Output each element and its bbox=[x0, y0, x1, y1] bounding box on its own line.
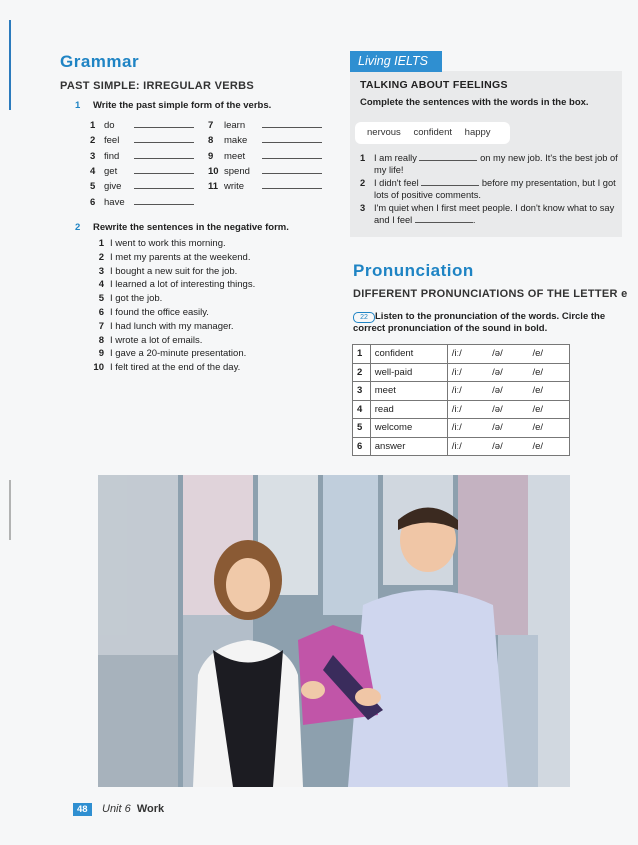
task-number: 2 bbox=[75, 222, 81, 233]
word-box bbox=[355, 122, 510, 144]
table-row bbox=[353, 382, 570, 401]
living-ielts-tab: Living IELTS bbox=[350, 51, 442, 72]
row-number: 1 bbox=[353, 345, 371, 364]
grammar-heading: Grammar bbox=[60, 52, 140, 71]
sentence-text: I met my parents at the weekend. bbox=[110, 251, 251, 263]
sentence-list bbox=[88, 238, 318, 376]
verb-item bbox=[90, 164, 194, 177]
answer-blank[interactable] bbox=[262, 118, 322, 128]
answer-blank[interactable] bbox=[134, 118, 194, 128]
unit-label: Unit 6 Work bbox=[102, 803, 165, 815]
phoneme-option[interactable]: /iː/ bbox=[447, 345, 488, 364]
word-option: confident bbox=[413, 127, 453, 138]
list-item: 1 I am really on my new job. It's the best job of my life! bbox=[360, 153, 618, 175]
verb-number: 9 bbox=[208, 150, 214, 162]
verb-word: learn bbox=[224, 120, 246, 131]
word-option: nervous bbox=[367, 127, 401, 138]
sentence-number: 1 bbox=[98, 238, 104, 249]
sentence-item bbox=[88, 307, 318, 321]
verb-item bbox=[208, 133, 322, 146]
verb-item bbox=[90, 179, 194, 192]
sentence-item bbox=[88, 238, 318, 252]
answer-blank[interactable] bbox=[415, 214, 473, 223]
verb-word: write bbox=[224, 181, 245, 193]
word-cell: well-paid bbox=[370, 363, 447, 382]
answer-blank[interactable] bbox=[134, 195, 194, 205]
task-number: 1 bbox=[75, 100, 81, 111]
sentence-number: 9 bbox=[98, 348, 104, 360]
verb-item bbox=[90, 133, 194, 146]
pronunciation-heading: Pronunciation bbox=[353, 261, 474, 280]
answer-blank[interactable] bbox=[419, 152, 477, 161]
sentence-item bbox=[88, 279, 318, 293]
sentence-text: I felt tired at the end of the day. bbox=[110, 362, 241, 374]
verb-word: meet bbox=[224, 150, 246, 162]
verb-item bbox=[208, 164, 322, 177]
phoneme-option[interactable]: /ə/ bbox=[488, 382, 528, 401]
phoneme-option[interactable]: /ə/ bbox=[488, 363, 528, 382]
phoneme-option[interactable]: /iː/ bbox=[447, 382, 488, 401]
binding-shadow bbox=[9, 480, 11, 540]
sentence-item bbox=[88, 348, 318, 362]
sentence-item bbox=[88, 362, 318, 376]
word-cell: confident bbox=[370, 345, 447, 364]
phoneme-option[interactable]: /e/ bbox=[528, 363, 569, 382]
sentence-item bbox=[88, 335, 318, 349]
verb-number: 1 bbox=[90, 120, 96, 131]
sentence-text: I gave a 20-minute presentation. bbox=[110, 348, 247, 360]
sentence-number: 8 bbox=[98, 334, 104, 346]
verb-word: get bbox=[104, 165, 118, 177]
verb-word: spend bbox=[224, 165, 250, 177]
word-option: happy bbox=[464, 127, 491, 138]
answer-blank[interactable] bbox=[134, 133, 194, 143]
task-1-instruction bbox=[75, 100, 271, 111]
pronunciation-subheading: DIFFERENT PRONUNCIATIONS OF THE LETTER e bbox=[353, 288, 628, 300]
answer-blank[interactable] bbox=[262, 179, 322, 189]
feelings-sentences bbox=[360, 152, 620, 227]
verb-number: 10 bbox=[208, 165, 219, 177]
verb-number: 4 bbox=[90, 165, 96, 177]
listen-instruction: Listen to the pronunciation of the words. Circle the correct pronunciation of the sound in bold. bbox=[353, 311, 606, 334]
verb-number: 5 bbox=[90, 181, 96, 193]
sentence-item bbox=[88, 321, 318, 335]
word-cell: answer bbox=[370, 437, 447, 456]
word-cell: welcome bbox=[370, 419, 447, 438]
sentence-number: 7 bbox=[98, 320, 104, 332]
row-number: 6 bbox=[353, 437, 371, 456]
sentence-text: I wrote a lot of emails. bbox=[110, 334, 203, 346]
sentence-number: 2 bbox=[98, 251, 104, 263]
verb-item bbox=[208, 149, 322, 162]
answer-blank[interactable] bbox=[262, 149, 322, 159]
phoneme-option[interactable]: /e/ bbox=[528, 345, 569, 364]
sentence-text: I went to work this morning. bbox=[110, 238, 226, 249]
task-2-instruction bbox=[75, 222, 289, 233]
sentence-text: I found the office easily. bbox=[110, 306, 209, 318]
sentence-item bbox=[88, 252, 318, 266]
sentence-number: 6 bbox=[98, 306, 104, 318]
phoneme-option[interactable]: /ə/ bbox=[488, 400, 528, 419]
verb-word: do bbox=[104, 120, 115, 131]
cd-track-icon[interactable]: 22 bbox=[353, 312, 375, 323]
answer-blank[interactable] bbox=[262, 133, 322, 143]
verb-item bbox=[90, 118, 194, 131]
task-text: Write the past simple form of the verbs. bbox=[93, 100, 272, 111]
list-item: 3 I'm quiet when I first meet people. I don't know what to say and I feel . bbox=[360, 203, 615, 225]
phoneme-option[interactable]: /iː/ bbox=[447, 400, 488, 419]
verb-number: 3 bbox=[90, 150, 96, 162]
verb-number: 11 bbox=[208, 181, 219, 193]
phoneme-option[interactable]: /e/ bbox=[528, 437, 569, 456]
answer-blank[interactable] bbox=[134, 164, 194, 174]
verb-number: 6 bbox=[90, 196, 96, 208]
word-cell: read bbox=[370, 400, 447, 419]
table-row bbox=[353, 363, 570, 382]
sentence-number: 10 bbox=[93, 362, 104, 374]
photo-shop-assistants bbox=[98, 475, 570, 787]
phoneme-option[interactable]: /e/ bbox=[528, 382, 569, 401]
list-item: 2 I didn't feel before my presentation, but I got lots of positive comments. bbox=[360, 178, 616, 200]
sentence-text: I bought a new suit for the job. bbox=[110, 265, 238, 277]
table-row bbox=[353, 400, 570, 419]
page-number: 48 bbox=[73, 803, 92, 816]
table-row bbox=[353, 419, 570, 438]
sentence-text: I had lunch with my manager. bbox=[110, 320, 234, 332]
phoneme-option[interactable]: /iː/ bbox=[447, 419, 488, 438]
phoneme-option[interactable]: /iː/ bbox=[447, 437, 488, 456]
answer-blank[interactable] bbox=[421, 177, 479, 186]
sentence-number: 3 bbox=[98, 265, 104, 277]
verb-word: have bbox=[104, 196, 125, 208]
phoneme-option[interactable]: /e/ bbox=[528, 400, 569, 419]
task-text: Rewrite the sentences in the negative form. bbox=[93, 222, 289, 233]
verb-number: 8 bbox=[208, 135, 214, 147]
phoneme-option[interactable]: /ə/ bbox=[488, 345, 528, 364]
sentence-item bbox=[88, 266, 318, 280]
verb-word: find bbox=[104, 150, 120, 162]
sentence-text: I got the job. bbox=[110, 293, 163, 305]
row-number: 4 bbox=[353, 400, 371, 419]
answer-blank[interactable] bbox=[134, 179, 194, 189]
feelings-instruction: Complete the sentences with the words in the box. bbox=[360, 97, 589, 108]
phoneme-option[interactable]: /e/ bbox=[528, 419, 569, 438]
answer-blank[interactable] bbox=[262, 164, 322, 174]
verb-word: make bbox=[224, 135, 248, 147]
page-edge-marker bbox=[9, 20, 11, 110]
verb-item bbox=[208, 118, 322, 131]
verb-item bbox=[208, 179, 322, 192]
verb-number: 2 bbox=[90, 135, 96, 147]
sentence-item bbox=[88, 293, 318, 307]
verb-number: 7 bbox=[208, 120, 214, 131]
verb-item bbox=[90, 149, 194, 162]
feelings-heading: TALKING ABOUT FEELINGS bbox=[360, 79, 508, 91]
answer-blank[interactable] bbox=[134, 149, 194, 159]
phoneme-option[interactable]: /ə/ bbox=[488, 419, 528, 438]
table-row bbox=[353, 437, 570, 456]
row-number: 5 bbox=[353, 419, 371, 438]
verb-word: feel bbox=[104, 135, 120, 147]
phoneme-option[interactable]: /ə/ bbox=[488, 437, 528, 456]
grammar-subheading: PAST SIMPLE: IRREGULAR VERBS bbox=[60, 80, 254, 92]
verb-item bbox=[90, 195, 194, 208]
table-row bbox=[353, 345, 570, 364]
sentence-number: 5 bbox=[98, 293, 104, 305]
row-number: 3 bbox=[353, 382, 371, 401]
row-number: 2 bbox=[353, 363, 371, 382]
sentence-number: 4 bbox=[98, 279, 104, 291]
word-cell: meet bbox=[370, 382, 447, 401]
verb-word: give bbox=[104, 181, 122, 193]
pronunciation-table bbox=[352, 344, 570, 456]
phoneme-option[interactable]: /iː/ bbox=[447, 363, 488, 382]
sentence-text: I learned a lot of interesting things. bbox=[110, 279, 256, 291]
